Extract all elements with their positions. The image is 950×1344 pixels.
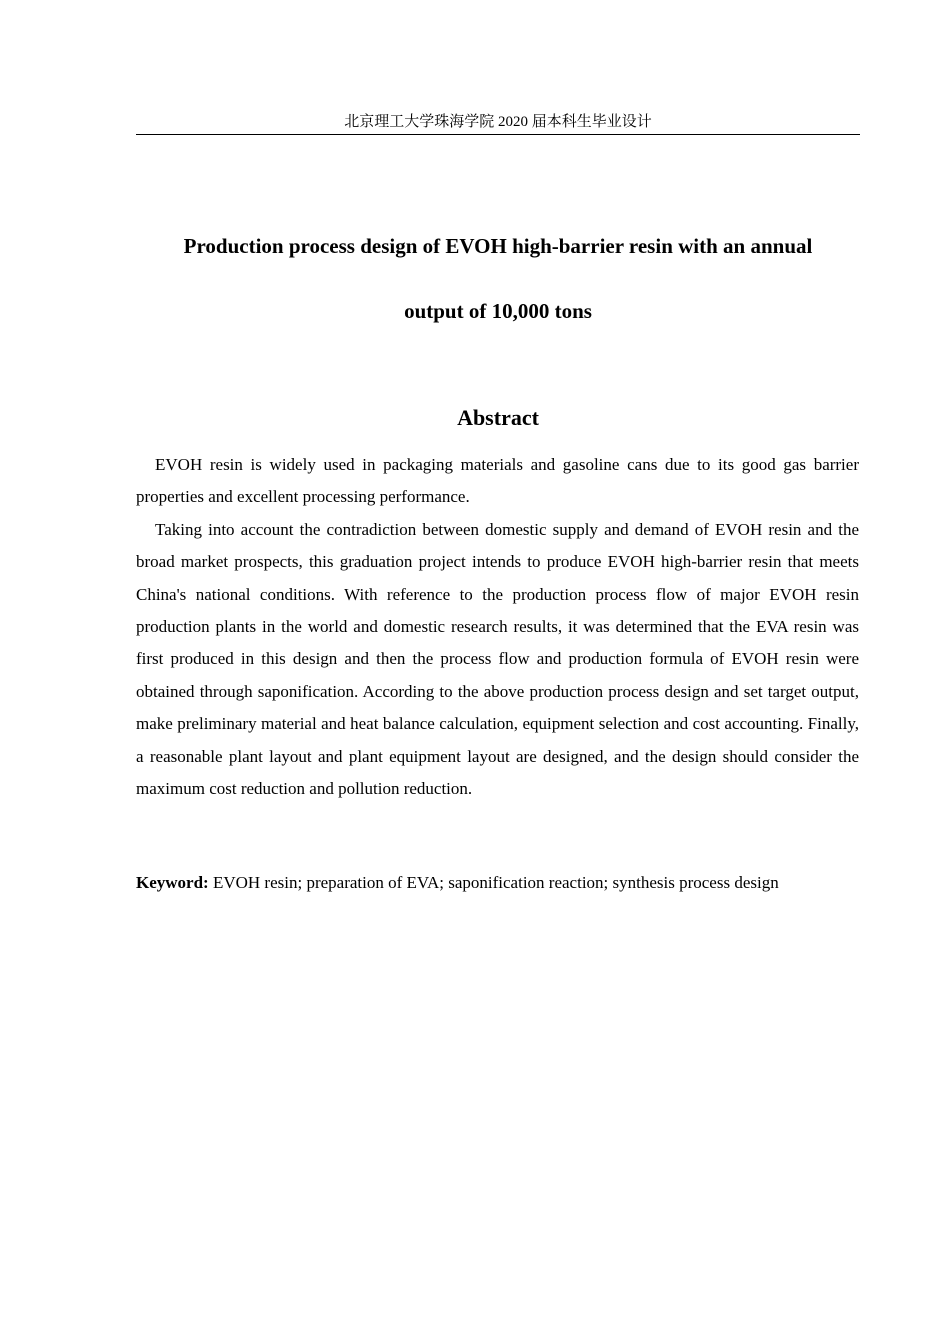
document-title (136, 214, 860, 344)
keywords-label: Keyword: (136, 873, 209, 892)
title-line-2: output of 10,000 tons (404, 299, 592, 323)
title-line-1: Production process design of EVOH high-barrier resin with an annual (183, 234, 813, 258)
keywords-text: EVOH resin; preparation of EVA; saponification reaction; synthesis process design (212, 873, 779, 892)
abstract-paragraph: EVOH resin is widely used in packaging materials and gasoline cans due to its good gas barrier properties and excellent processing performance. (136, 455, 859, 507)
page-header (136, 112, 860, 135)
keywords (136, 867, 859, 899)
abstract-heading: Abstract (457, 405, 539, 430)
header-text: 北京理工大学珠海学院 2020 届本科生毕业设计 (344, 114, 652, 130)
abstract-paragraph: Taking into account the contradiction between domestic supply and demand of EVOH resin and the broad market prospects, this graduation project intends to produce EVOH high-barrier resin that meets China's national conditions. With reference to the production process flow of major EVOH resin production plants in the world and domestic research results, it was determined that the EVA resin was first produced in this design and then the process flow and production formula of EVOH resin were obtained through saponification. According to the above production process design and set target output, make preliminary material and heat balance calculation, equipment selection and cost accounting. Finally, a reasonable plant layout and plant equipment layout are designed, and the design should consider the maximum cost reduction and pollution reduction. (136, 519, 859, 799)
abstract-body (136, 449, 859, 805)
